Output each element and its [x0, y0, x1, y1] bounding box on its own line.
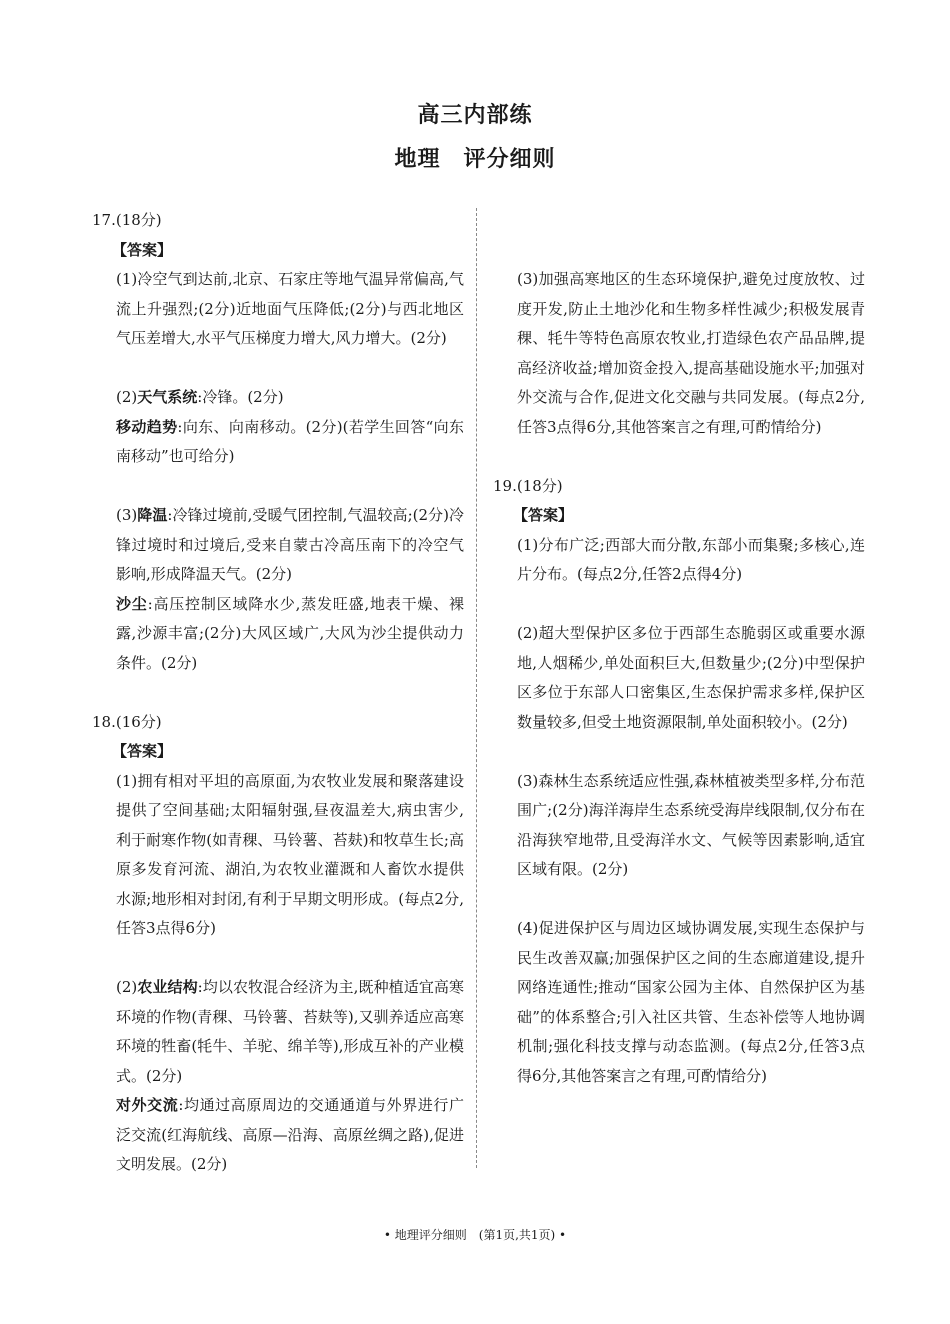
q18-part1: (1)拥有相对平坦的高原面,为农牧业发展和聚落建设提供了空间基础;太阳辐射强,昼夜温差大,病虫害少,利于耐寒作物(如青稞、马铃薯、苔麸)和牧草生长;高原多发育河流、湖泊,为农牧业灌溉和人畜饮水提供水源;地形相对封闭,有利于早期文明形成。(每点2分,任答3点得6分): [116, 771, 464, 937]
q17-trend-label: 移动趋势: [116, 417, 178, 436]
q18-exchange-label: 对外交流: [116, 1096, 179, 1114]
q18-heading: 18.(16分): [92, 712, 162, 731]
q17-trend-text: :向东、向南移动。(2分)(若学生回答“向东南移动”也可给分): [116, 417, 464, 465]
q18-part3: (3)加强高寒地区的生态环境保护,避免过度放牧、过度开发,防止土地沙化和生物多样性减少;积极发展青稞、牦牛等特色高原农牧业,打造绿色农产品品牌,提高经济收益;增加资金投入,提高基础设施水平;加强对外交流与合作,促进文化交融与共同发展。(每点2分,任答3点得6分,其他答案言之有理,可酌情给分): [517, 270, 865, 436]
q17-part3: (3)降温:冷锋过境前,受暖气团控制,气温较高;(2分)冷锋过境时和过境后,受来自蒙古冷高压南下的冷空气影响,形成降温天气。(2分): [116, 506, 464, 583]
column-divider: [476, 208, 477, 1168]
q19-part1: (1)分布广泛;西部大而分散,东部小而集聚;多核心,连片分布。(每点2分,任答2点得4分): [517, 535, 865, 583]
q18-agri-text: :均以农牧混合经济为主,既种植适宜高寒环境的作物(青稞、马铃薯、苔麸等),又驯养适应高寒环境的牲畜(牦牛、羊驼、绵羊等),形成互补的产业模式。(2分): [116, 978, 464, 1085]
left-column: [92, 206, 464, 1180]
page-title: 高三内部练: [417, 103, 533, 128]
q18-agri-label: 农业结构: [137, 978, 198, 996]
q17-part3b: [92, 590, 464, 679]
q18-exchange-text: :均通过高原周边的交通通道与外界进行广泛交流(红海航线、高原—沿海、高原丝绸之路),促进文明发展。(2分): [116, 1096, 464, 1173]
q17-cooling-label: 降温: [137, 506, 168, 524]
q17-answer-tag: 【答案】: [112, 240, 173, 259]
page-subtitle: 地理 评分细则: [394, 147, 556, 172]
q18-part2: (2)农业结构:均以农牧混合经济为主,既种植适宜高寒环境的作物(青稞、马铃薯、苔麸等),又驯养适应高寒环境的牲畜(牦牛、羊驼、绵羊等),形成互补的产业模式。(2分): [116, 978, 464, 1085]
q19-part2: (2)超大型保护区多位于西部生态脆弱区或重要水源地,人烟稀少,单处面积巨大,但数量少;(2分)中型保护区多位于东部人口密集区,生态保护需求多样,保护区数量较多,但受土地资源限制,单处面积较小。(2分): [517, 624, 865, 731]
q17-part2: (2)天气系统:冷锋。(2分): [116, 388, 284, 406]
q19-part3: (3)森林生态系统适应性强,森林植被类型多样,分布范围广;(2分)海洋海岸生态系统受海岸线限制,仅分布在沿海狭窄地带,且受海洋水文、气候等因素影响,适宜区域有限。(2分): [517, 771, 865, 878]
q18-part2b: [92, 1091, 464, 1180]
page-footer: • 地理评分细则 (第1页,共1页) •: [383, 1228, 567, 1242]
q17-weather-system-label: 天气系统: [137, 388, 198, 406]
q17-part2b: [92, 413, 464, 472]
right-column: [493, 206, 865, 1091]
q17-heading: 17.(18分): [92, 211, 162, 229]
q17-weather-system-text: :冷锋。(2分): [197, 388, 284, 406]
q18-answer-tag: 【答案】: [112, 742, 173, 760]
q17-dust-text: :高压控制区域降水少,蒸发旺盛,地表干燥、裸露,沙源丰富;(2分)大风区域广,大风为沙尘提供动力条件。(2分): [116, 594, 464, 672]
q19-part4: (4)促进保护区与周边区域协调发展,实现生态保护与民生改善双赢;加强保护区之间的生态廊道建设,提升网络连通性;推动“国家公园为主体、自然保护区为基础”的体系整合;引入社区共管、生态补偿等人地协调机制;强化科技支撑与动态监测。(每点2分,任答3点得6分,其他答案言之有理,可酌情给分): [517, 919, 865, 1085]
q19-answer-tag: 【答案】: [513, 506, 574, 524]
q19-heading: 19.(18分): [493, 476, 563, 495]
q17-cooling-text: :冷锋过境前,受暖气团控制,气温较高;(2分)冷锋过境时和过境后,受来自蒙古冷高压南下的冷空气影响,形成降温天气。(2分): [116, 506, 464, 583]
q17-part1: (1)冷空气到达前,北京、石家庄等地气温异常偏高,气流上升强烈;(2分)近地面气压降低;(2分)与西北地区气压差增大,水平气压梯度力增大,风力增大。(2分): [116, 270, 464, 347]
q17-dust-label: 沙尘: [116, 594, 148, 613]
